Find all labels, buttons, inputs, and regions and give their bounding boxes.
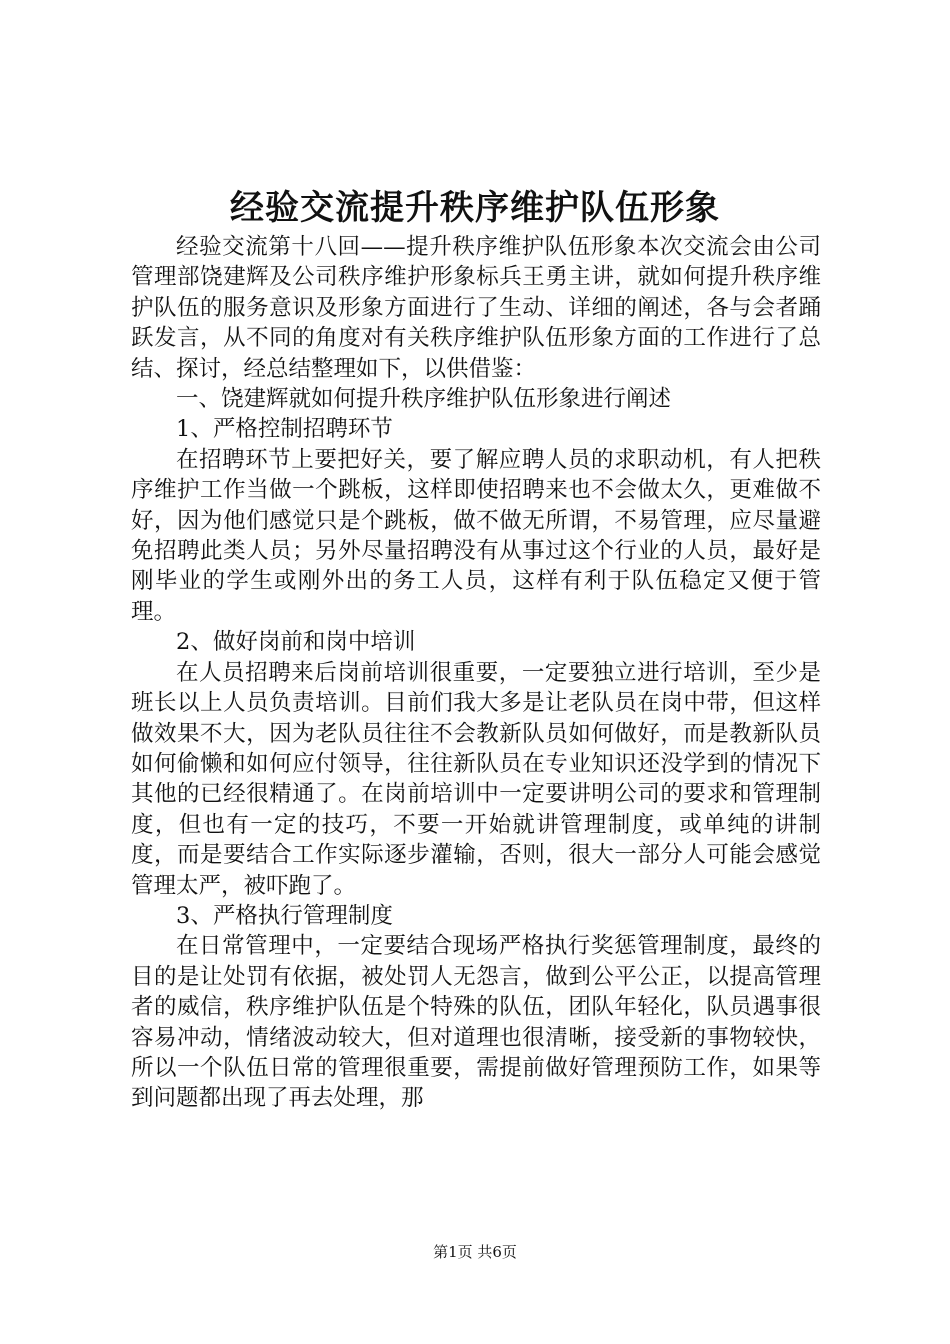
subheading-training: 2、做好岗前和岗中培训	[176, 629, 416, 656]
paragraph-training: 在人员招聘来后岗前培训很重要，一定要独立进行培训，至少是班长以上人员负责培训。目前们我大多是让老队员在岗中带，但这样做效果不大，因为老队员往往不会教新队员如何做好，而是教新队员如何偷懒和如何应付领导，往往新队员在专业知识还没学到的情况下其他的已经很精通了。在岗前培训中一定要讲明公司的要求和管理制度，但也有一定的技巧，不要一开始就讲管理制度，或单纯的讲制度，而是要结合工作实际逐步灌输，否则，很大一部分人可能会感觉管理太严，被吓跑了。	[131, 659, 821, 899]
document-body	[131, 232, 821, 1114]
section-heading-1: 一、饶建辉就如何提升秩序维护队伍形象进行阐述	[176, 386, 672, 413]
paragraph-management: 在日常管理中，一定要结合现场严格执行奖惩管理制度，最终的目的是让处罚有依据，被处罚人无怨言，做到公平公正，以提高管理者的威信，秩序维护队伍是个特殊的队伍，团队年轻化，队员遇事很容易冲动，情绪波动较大，但对道理也很清晰，接受新的事物较快，所以一个队伍日常的管理很重要，需提前做好管理预防工作，如果等到问题都出现了再去处理，那	[131, 933, 821, 1112]
paragraph-recruitment: 在招聘环节上要把好关，要了解应聘人员的求职动机，有人把秩序维护工作当做一个跳板，这样即使招聘来也不会做太久，更难做不好，因为他们感觉只是个跳板，做不做无所谓，不易管理，应尽量避免招聘此类人员；另外尽量招聘没有从事过这个行业的人员，最好是刚毕业的学生或刚外出的务工人员，这样有利于队伍稳定又便于管理。	[131, 446, 821, 625]
subheading-management: 3、严格执行管理制度	[176, 902, 393, 929]
page-footer: 第1页 共6页	[433, 1243, 517, 1261]
document-title: 经验交流提升秩序维护队伍形象	[230, 188, 720, 228]
paragraph-intro: 经验交流第十八回——提升秩序维护队伍形象本次交流会由公司管理部饶建辉及公司秩序维护形象标兵王勇主讲，就如何提升秩序维护队伍的服务意识及形象方面进行了生动、详细的阐述，各与会者踊跃发言，从不同的角度对有关秩序维护队伍形象方面的工作进行了总结、探讨，经总结整理如下，以供借鉴：	[131, 234, 821, 382]
subheading-recruitment: 1、严格控制招聘环节	[176, 416, 393, 443]
